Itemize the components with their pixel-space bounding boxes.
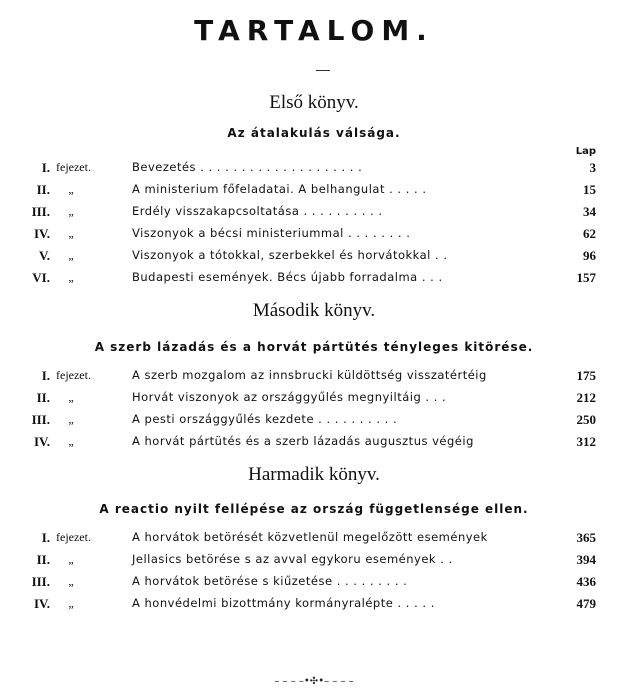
book-3-title: Harmadik könyv. xyxy=(248,464,380,485)
page-title: TARTALOM. xyxy=(194,14,434,47)
chapter-title: A ministerium főfeladatai. A belhangulat . . . . . xyxy=(132,182,427,196)
page-column-label: Lap xyxy=(575,146,596,157)
chapter-page: 436 xyxy=(576,574,596,589)
book-2-chapters xyxy=(0,368,628,456)
book-1-subtitle: Az átalakulás válsága. xyxy=(227,126,401,140)
chapter-row xyxy=(0,248,628,270)
chapter-number: II. xyxy=(36,552,50,567)
book-3-chapters xyxy=(0,530,628,618)
book-2-title: Második könyv. xyxy=(252,300,376,321)
chapter-number: IV. xyxy=(33,596,50,611)
chapter-page: 312 xyxy=(576,434,596,449)
chapter-row xyxy=(0,552,628,574)
chapter-row xyxy=(0,226,628,248)
chapter-mark: „ xyxy=(68,270,74,284)
chapter-page: 157 xyxy=(576,270,596,285)
book-1-title: Első könyv. xyxy=(269,92,359,113)
chapter-row xyxy=(0,412,628,434)
chapter-number: I. xyxy=(41,160,50,175)
chapter-row xyxy=(0,434,628,456)
chapter-row xyxy=(0,574,628,596)
chapter-mark: „ xyxy=(68,596,74,610)
chapter-title: Viszonyok a tótokkal, szerbekkel és horvátokkal . . xyxy=(132,248,448,262)
chapter-row xyxy=(0,182,628,204)
chapter-title: Viszonyok a bécsi ministeriummal . . . . . . . . xyxy=(132,226,411,240)
chapter-number: II. xyxy=(36,182,50,197)
chapter-title: Jellasics betörése s az avval egykoru események . . xyxy=(132,552,453,566)
chapter-title: A szerb mozgalom az innsbrucki küldöttség visszatértéig xyxy=(132,368,487,382)
chapter-title: A pesti országgyűlés kezdete . . . . . . . . . . xyxy=(132,412,398,426)
chapter-mark: fejezet. xyxy=(56,160,91,174)
chapter-page: 394 xyxy=(576,552,596,567)
chapter-number: V. xyxy=(39,248,50,263)
chapter-row xyxy=(0,270,628,292)
chapter-page: 96 xyxy=(583,248,596,263)
chapter-mark: „ xyxy=(68,574,74,588)
chapter-row xyxy=(0,530,628,552)
chapter-page: 15 xyxy=(583,182,596,197)
bottom-ornament: – – – –•✣•– – – – xyxy=(274,676,354,687)
chapter-page: 175 xyxy=(576,368,596,383)
chapter-mark: „ xyxy=(68,552,74,566)
chapter-row xyxy=(0,596,628,618)
chapter-number: III. xyxy=(31,412,50,427)
chapter-title: Erdély visszakapcsoltatása . . . . . . . . . . xyxy=(132,204,383,218)
chapter-row xyxy=(0,390,628,412)
chapter-number: I. xyxy=(41,368,50,383)
chapter-title: A honvédelmi bizottmány kormányralépte . . . . . xyxy=(132,596,435,610)
chapter-page: 3 xyxy=(589,160,596,175)
chapter-number: IV. xyxy=(33,226,50,241)
chapter-mark: „ xyxy=(68,226,74,240)
chapter-number: IV. xyxy=(33,434,50,449)
chapter-row xyxy=(0,160,628,182)
chapter-row xyxy=(0,368,628,390)
chapter-page: 212 xyxy=(576,390,596,405)
chapter-number: II. xyxy=(36,390,50,405)
chapter-title: Bevezetés . . . . . . . . . . . . . . . . . . . . xyxy=(132,160,363,174)
chapter-mark: fejezet. xyxy=(56,530,91,544)
chapter-mark: „ xyxy=(68,204,74,218)
chapter-page: 479 xyxy=(576,596,596,611)
book-1-chapters xyxy=(0,160,628,292)
chapter-title: A horvátok betörését közvetlenül megelőzött események xyxy=(132,530,488,544)
chapter-number: III. xyxy=(31,574,50,589)
chapter-number: I. xyxy=(41,530,50,545)
chapter-title: A horvát pártütés és a szerb lázadás augusztus végéig xyxy=(132,434,474,448)
chapter-mark: fejezet. xyxy=(56,368,91,382)
chapter-page: 365 xyxy=(576,530,596,545)
title-divider xyxy=(316,70,330,71)
chapter-mark: „ xyxy=(68,434,74,448)
chapter-number: III. xyxy=(31,204,50,219)
chapter-row xyxy=(0,204,628,226)
chapter-page: 250 xyxy=(576,412,596,427)
book-2-subtitle: A szerb lázadás és a horvát pártütés tényleges kitörése. xyxy=(94,340,534,354)
chapter-mark: „ xyxy=(68,412,74,426)
chapter-mark: „ xyxy=(68,182,74,196)
chapter-mark: „ xyxy=(68,248,74,262)
chapter-number: VI. xyxy=(32,270,50,285)
chapter-page: 34 xyxy=(583,204,596,219)
chapter-title: Horvát viszonyok az országgyűlés megnyiltáig . . . xyxy=(132,390,447,404)
book-3-subtitle: A reactio nyilt fellépése az ország függetlensége ellen. xyxy=(99,502,529,516)
chapter-page: 62 xyxy=(583,226,596,241)
chapter-title: Budapesti események. Bécs újabb forradalma . . . xyxy=(132,270,443,284)
chapter-title: A horvátok betörése s kiűzetése . . . . . . . . . xyxy=(132,574,408,588)
chapter-mark: „ xyxy=(68,390,74,404)
